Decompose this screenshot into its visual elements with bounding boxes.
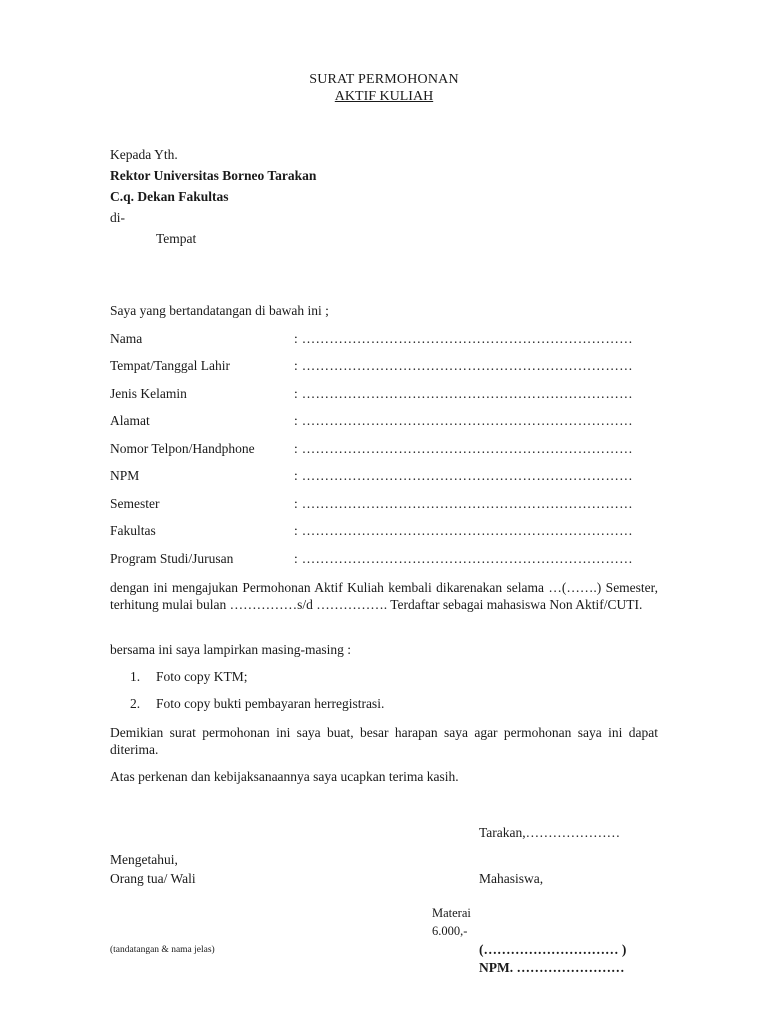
field-value-tempat-tanggal-lahir: : ……………………………………………………………… xyxy=(294,358,633,373)
recipient-rector: Rektor Universitas Borneo Tarakan xyxy=(110,168,317,183)
field-label-npm: NPM xyxy=(110,468,140,483)
body-paragraph-closing: Demikian surat permohonan ini saya buat, besar harapan saya agar permohonan saya ini dapat diterima. xyxy=(110,725,658,757)
field-value-alamat: : ……………………………………………………………… xyxy=(294,413,633,428)
stamp-label: Materai xyxy=(432,906,471,920)
field-value-nomor-telpon: : ……………………………………………………………… xyxy=(294,441,633,456)
attachment-item-2: Foto copy bukti pembayaran herregistrasi. xyxy=(156,696,385,711)
field-label-semester: Semester xyxy=(110,496,160,511)
recipient-dean: C.q. Dekan Fakultas xyxy=(110,189,229,204)
field-value-npm: : ……………………………………………………………… xyxy=(294,468,633,483)
attachment-item-1: Foto copy KTM; xyxy=(156,669,248,684)
letter-title: SURAT PERMOHONAN xyxy=(309,72,459,87)
field-label-fakultas: Fakultas xyxy=(110,523,156,538)
attachment-number-1: 1. xyxy=(130,669,141,684)
recipient-di: di- xyxy=(110,210,125,225)
approval-label: Mengetahui, xyxy=(110,852,178,867)
field-label-nomor-telpon: Nomor Telpon/Handphone xyxy=(110,441,255,456)
field-value-fakultas: : ……………………………………………………………… xyxy=(294,523,633,538)
field-label-tempat-tanggal-lahir: Tempat/Tanggal Lahir xyxy=(110,358,230,373)
body-paragraph-thanks: Atas perkenan dan kebijaksanaannya saya ucapkan terima kasih. xyxy=(110,769,459,784)
student-name-placeholder: (………………………… ) xyxy=(479,942,627,957)
field-value-nama: : ……………………………………………………………… xyxy=(294,331,633,346)
body-paragraph-request: dengan ini mengajukan Permohonan Aktif Kuliah kembali dikarenakan selama …(…….) Semester, terhitung mulai bulan ……………s/d ……………. Terdaftar sebagai mahasiswa Non Aktif/CUTI. xyxy=(110,580,658,612)
place-date: Tarakan,………………… xyxy=(479,825,621,840)
field-label-nama: Nama xyxy=(110,331,143,346)
field-label-jenis-kelamin: Jenis Kelamin xyxy=(110,386,187,401)
letter-subtitle: AKTIF KULIAH xyxy=(334,89,434,104)
attachments-intro: bersama ini saya lampirkan masing-masing : xyxy=(110,642,352,657)
field-value-semester: : ……………………………………………………………… xyxy=(294,496,633,511)
recipient-greeting: Kepada Yth. xyxy=(110,147,178,162)
parent-signature-note: (tandatangan & nama jelas) xyxy=(110,945,215,955)
student-label: Mahasiswa, xyxy=(479,871,544,886)
stamp-value: 6.000,- xyxy=(432,924,468,938)
student-npm-placeholder: NPM. …………………… xyxy=(479,960,625,975)
field-value-jenis-kelamin: : ……………………………………………………………… xyxy=(294,386,633,401)
attachment-number-2: 2. xyxy=(130,696,141,711)
field-value-program-studi: : ……………………………………………………………… xyxy=(294,551,633,566)
recipient-tempat: Tempat xyxy=(156,231,197,246)
parent-guardian-label: Orang tua/ Wali xyxy=(110,871,196,886)
intro-text: Saya yang bertandatangan di bawah ini ; xyxy=(110,303,329,318)
field-label-program-studi: Program Studi/Jurusan xyxy=(110,551,234,566)
field-label-alamat: Alamat xyxy=(110,413,150,428)
